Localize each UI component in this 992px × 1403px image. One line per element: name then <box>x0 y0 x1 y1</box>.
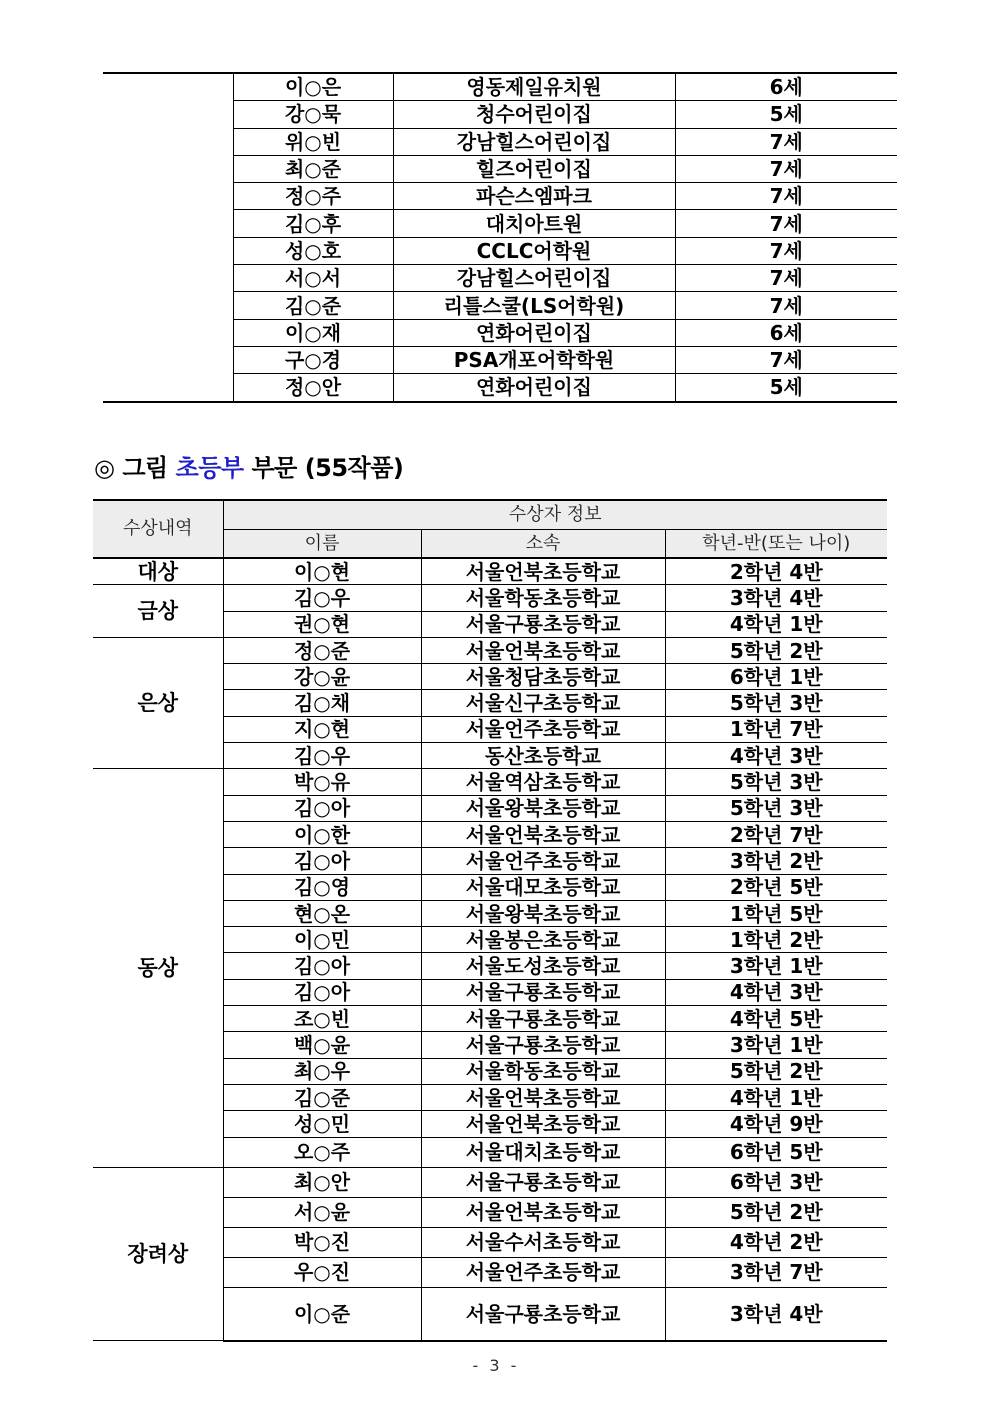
awardee-grade: 6학년 1반 <box>665 664 887 690</box>
awardee-grade: 3학년 1반 <box>665 1032 887 1058</box>
table-row <box>93 585 887 611</box>
header-info: 수상자 정보 <box>223 500 887 530</box>
awardee-age: 6세 <box>675 319 897 346</box>
awardee-name: 이○재 <box>233 319 393 346</box>
awardee-age: 7세 <box>675 292 897 319</box>
awardee-name: 오○주 <box>223 1137 421 1167</box>
awardee-school: 서울언북초등학교 <box>421 1111 665 1137</box>
awardee-affiliation: 리틀스쿨(LS어학원) <box>393 292 675 319</box>
awardee-grade: 3학년 7반 <box>665 1257 887 1287</box>
heading-accent: 초등부 <box>175 454 244 482</box>
awardee-name: 백○윤 <box>223 1032 421 1058</box>
awardee-grade: 2학년 7반 <box>665 821 887 847</box>
awardee-name: 김○영 <box>223 874 421 900</box>
awardee-grade: 3학년 2반 <box>665 848 887 874</box>
awardee-name: 박○진 <box>223 1227 421 1257</box>
heading-prefix: 그림 <box>122 454 168 482</box>
awardee-school: 서울언주초등학교 <box>421 716 665 742</box>
awardee-age: 7세 <box>675 265 897 292</box>
awardee-grade: 2학년 5반 <box>665 874 887 900</box>
awardee-name: 서○윤 <box>223 1197 421 1227</box>
awardee-grade: 5학년 2반 <box>665 637 887 663</box>
awardee-school: 서울구룡초등학교 <box>421 1287 665 1341</box>
awardee-name: 이○한 <box>223 821 421 847</box>
awardee-school: 서울학동초등학교 <box>421 585 665 611</box>
awardee-school: 서울구룡초등학교 <box>421 611 665 637</box>
awardee-grade: 5학년 2반 <box>665 1197 887 1227</box>
awardee-age: 7세 <box>675 183 897 210</box>
awardee-name: 김○아 <box>223 979 421 1005</box>
bullet-icon: ◎ <box>94 454 115 482</box>
award-bronze: 동상 <box>93 769 223 1167</box>
awardee-grade: 4학년 1반 <box>665 1084 887 1110</box>
awardee-name: 강○묵 <box>233 101 393 128</box>
awardee-affiliation: PSA개포어학학원 <box>393 346 675 373</box>
awardee-school: 서울왕북초등학교 <box>421 795 665 821</box>
awardee-name: 김○후 <box>233 210 393 237</box>
awardee-grade: 4학년 1반 <box>665 611 887 637</box>
awardee-affiliation: 파슨스엠파크 <box>393 183 675 210</box>
page-number: - 3 - <box>472 1356 520 1375</box>
awardee-name: 현○온 <box>223 900 421 926</box>
awardee-grade: 4학년 3반 <box>665 743 887 769</box>
awardee-school: 서울구룡초등학교 <box>421 1006 665 1032</box>
awardee-age: 7세 <box>675 237 897 264</box>
awardee-affiliation: 대치아트원 <box>393 210 675 237</box>
awardee-name: 강○윤 <box>223 664 421 690</box>
awardee-grade: 1학년 7반 <box>665 716 887 742</box>
awardee-grade: 2학년 4반 <box>665 558 887 585</box>
table-row <box>93 637 887 663</box>
awardee-grade: 3학년 4반 <box>665 585 887 611</box>
awardee-affiliation: 강남힐스어린이집 <box>393 265 675 292</box>
awardee-name: 성○민 <box>223 1111 421 1137</box>
awardee-school: 서울도성초등학교 <box>421 953 665 979</box>
awardee-school: 서울언북초등학교 <box>421 821 665 847</box>
awardee-name: 김○준 <box>233 292 393 319</box>
award-encouragement: 장려상 <box>93 1167 223 1341</box>
awardee-age: 5세 <box>675 374 897 402</box>
awardee-grade: 4학년 5반 <box>665 1006 887 1032</box>
awardee-school: 서울왕북초등학교 <box>421 900 665 926</box>
awardee-name: 김○채 <box>223 690 421 716</box>
awardee-name: 지○현 <box>223 716 421 742</box>
awardee-grade: 4학년 3반 <box>665 979 887 1005</box>
awardee-age: 7세 <box>675 346 897 373</box>
awardee-school: 서울학동초등학교 <box>421 1058 665 1084</box>
award-gold: 금상 <box>93 585 223 638</box>
awardee-grade: 6학년 3반 <box>665 1167 887 1197</box>
awardee-name: 정○준 <box>223 637 421 663</box>
awardee-school: 서울대치초등학교 <box>421 1137 665 1167</box>
awardee-school: 서울구룡초등학교 <box>421 1167 665 1197</box>
awardee-age: 7세 <box>675 128 897 155</box>
awardee-affiliation: 강남힐스어린이집 <box>393 128 675 155</box>
awardee-name: 성○호 <box>233 237 393 264</box>
awardee-school: 서울신구초등학교 <box>421 690 665 716</box>
awardee-name: 구○경 <box>233 346 393 373</box>
awardee-name: 김○아 <box>223 795 421 821</box>
awardee-name: 이○은 <box>233 73 393 101</box>
table-row <box>103 73 897 101</box>
awardee-affiliation: 청수어린이집 <box>393 101 675 128</box>
awardee-name: 조○빈 <box>223 1006 421 1032</box>
awardee-affiliation: 연화어린이집 <box>393 319 675 346</box>
awardee-grade: 4학년 9반 <box>665 1111 887 1137</box>
awardee-affiliation: 연화어린이집 <box>393 374 675 402</box>
awardee-age: 6세 <box>675 73 897 101</box>
header-name: 이름 <box>223 530 421 559</box>
award-silver: 은상 <box>93 637 223 768</box>
header-affiliation: 소속 <box>421 530 665 559</box>
awardee-table-continued <box>103 72 897 403</box>
awardee-age: 5세 <box>675 101 897 128</box>
awardee-name: 이○현 <box>223 558 421 585</box>
heading-suffix: 부문 (55작품) <box>251 454 404 482</box>
awardee-affiliation: 영동제일유치원 <box>393 73 675 101</box>
awardee-grade: 5학년 3반 <box>665 769 887 795</box>
awardee-school: 서울언주초등학교 <box>421 1257 665 1287</box>
awardee-grade: 1학년 5반 <box>665 900 887 926</box>
award-grand: 대상 <box>93 558 223 585</box>
awardee-name: 김○아 <box>223 848 421 874</box>
awardee-grade: 3학년 4반 <box>665 1287 887 1341</box>
awardee-school: 서울언북초등학교 <box>421 558 665 585</box>
awardee-name: 박○유 <box>223 769 421 795</box>
table-row <box>93 769 887 795</box>
awardee-name: 이○준 <box>223 1287 421 1341</box>
table-header-row <box>93 500 887 530</box>
section-heading <box>94 448 403 483</box>
header-grade: 학년-반(또는 나이) <box>665 530 887 559</box>
awardee-age: 7세 <box>675 155 897 182</box>
awardee-school: 동산초등학교 <box>421 743 665 769</box>
awardee-name: 김○준 <box>223 1084 421 1110</box>
awardee-name: 이○민 <box>223 927 421 953</box>
awardee-name: 최○우 <box>223 1058 421 1084</box>
awardee-grade: 3학년 1반 <box>665 953 887 979</box>
awardee-name: 정○안 <box>233 374 393 402</box>
awardee-affiliation: CCLC어학원 <box>393 237 675 264</box>
awardee-name: 권○현 <box>223 611 421 637</box>
awardee-school: 서울청담초등학교 <box>421 664 665 690</box>
awardee-school: 서울언북초등학교 <box>421 637 665 663</box>
awardee-school: 서울언주초등학교 <box>421 848 665 874</box>
awardee-school: 서울구룡초등학교 <box>421 979 665 1005</box>
elementary-award-table <box>93 499 887 1342</box>
awardee-school: 서울구룡초등학교 <box>421 1032 665 1058</box>
awardee-school: 서울대모초등학교 <box>421 874 665 900</box>
awardee-school: 서울역삼초등학교 <box>421 769 665 795</box>
awardee-name: 정○주 <box>233 183 393 210</box>
awardee-name: 위○빈 <box>233 128 393 155</box>
awardee-name: 김○아 <box>223 953 421 979</box>
awardee-grade: 4학년 2반 <box>665 1227 887 1257</box>
awardee-name: 서○서 <box>233 265 393 292</box>
awardee-grade: 1학년 2반 <box>665 927 887 953</box>
awardee-school: 서울언북초등학교 <box>421 1197 665 1227</box>
award-cell-empty <box>103 73 233 402</box>
awardee-school: 서울수서초등학교 <box>421 1227 665 1257</box>
awardee-name: 최○준 <box>233 155 393 182</box>
awardee-age: 7세 <box>675 210 897 237</box>
awardee-grade: 6학년 5반 <box>665 1137 887 1167</box>
awardee-grade: 5학년 3반 <box>665 690 887 716</box>
awardee-name: 최○안 <box>223 1167 421 1197</box>
awardee-school: 서울언북초등학교 <box>421 1084 665 1110</box>
awardee-name: 김○우 <box>223 585 421 611</box>
table-row <box>93 558 887 585</box>
awardee-grade: 5학년 3반 <box>665 795 887 821</box>
awardee-name: 김○우 <box>223 743 421 769</box>
table-row <box>93 1167 887 1197</box>
header-award: 수상내역 <box>93 500 223 558</box>
awardee-affiliation: 힐즈어린이집 <box>393 155 675 182</box>
awardee-name: 우○진 <box>223 1257 421 1287</box>
awardee-grade: 5학년 2반 <box>665 1058 887 1084</box>
awardee-school: 서울봉은초등학교 <box>421 927 665 953</box>
